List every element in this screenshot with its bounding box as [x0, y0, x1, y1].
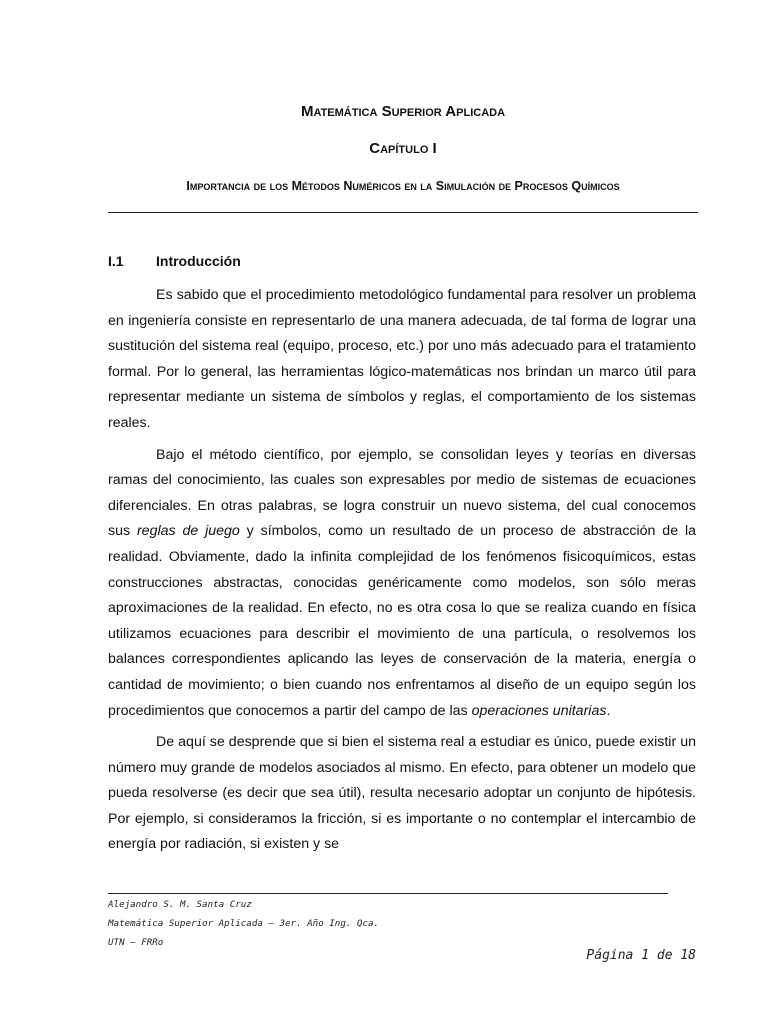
section-heading: [108, 253, 241, 269]
emphasis-operaciones-unitarias: operaciones unitarias: [471, 702, 607, 719]
footer-course: Matemática Superior Aplicada – 3er. Año Ing. Qca.: [108, 918, 380, 929]
paragraph-2-text-c: .: [606, 702, 611, 719]
chapter-label: Capítulo I: [369, 140, 437, 157]
course-title: Matemática Superior Aplicada: [300, 103, 506, 120]
section-number: I.1: [108, 253, 124, 269]
chapter-title: Importancia de los Métodos Numéricos en la Simulación de Procesos Químicos: [186, 179, 620, 193]
paragraph-2: [108, 443, 696, 725]
footer-divider: [108, 893, 668, 894]
emphasis-reglas-de-juego: reglas de juego: [136, 523, 240, 540]
footer-author: Alejandro S. M. Santa Cruz: [108, 899, 252, 910]
paragraph-2-text-a: Bajo el método científico, por ejemplo, se consolidan leyes y teorías en diversas ramas del conocimiento, las cuales son expresables por medio de sistemas de ecuaciones diferenciales. En otras palabras, se logra construir un nuevo sistema, del cual conocemos sus: [108, 446, 696, 540]
header-divider: [108, 212, 698, 213]
body-text: [108, 283, 696, 864]
footer-institution: UTN – FRRo: [108, 937, 164, 948]
paragraph-1: Es sabido que el procedimiento metodológico fundamental para resolver un problema en ingeniería consiste en representarlo de una manera adecuada, de tal forma de lograr una sustitución del sistema real (equipo, proceso, etc.) por uno más adecuado para el tratamiento formal. Por lo general, las herramientas lógico-matemáticas nos brindan un marco útil para representar mediante un sistema de símbolos y reglas, el comportamiento de los sistemas reales.: [108, 287, 696, 431]
section-title: Introducción: [156, 253, 241, 269]
page-number: Página 1 de 18: [586, 948, 696, 963]
paragraph-3: De aquí se desprende que si bien el sistema real a estudiar es único, puede existir un número muy grande de modelos asociados al mismo. En efecto, para obtener un modelo que pueda resolverse (es decir que sea útil), resulta necesario adoptar un conjunto de hipótesis. Por ejemplo, si consideramos la fricción, si es importante o no contemplar el intercambio de energía por radiación, si existen y se: [108, 734, 696, 853]
paragraph-2-text-b: y símbolos, como un resultado de un proceso de abstracción de la realidad. Obviamente, dado la infinita complejidad de los fenómenos fisicoquímicos, estas construcciones abstractas, conocidas genéricamente como modelos, son sólo meras aproximaciones de la realidad. En efecto, no es otra cosa lo que se realiza cuando en física utilizamos ecuaciones para describir el movimiento de una partícula, o resolvemos los balances correspondientes aplicando las leyes de conservación de la materia, energía o cantidad de movimiento; o bien cuando nos enfrentamos al diseño de un equipo según los procedimientos que conocemos a partir del campo de las: [108, 523, 696, 719]
